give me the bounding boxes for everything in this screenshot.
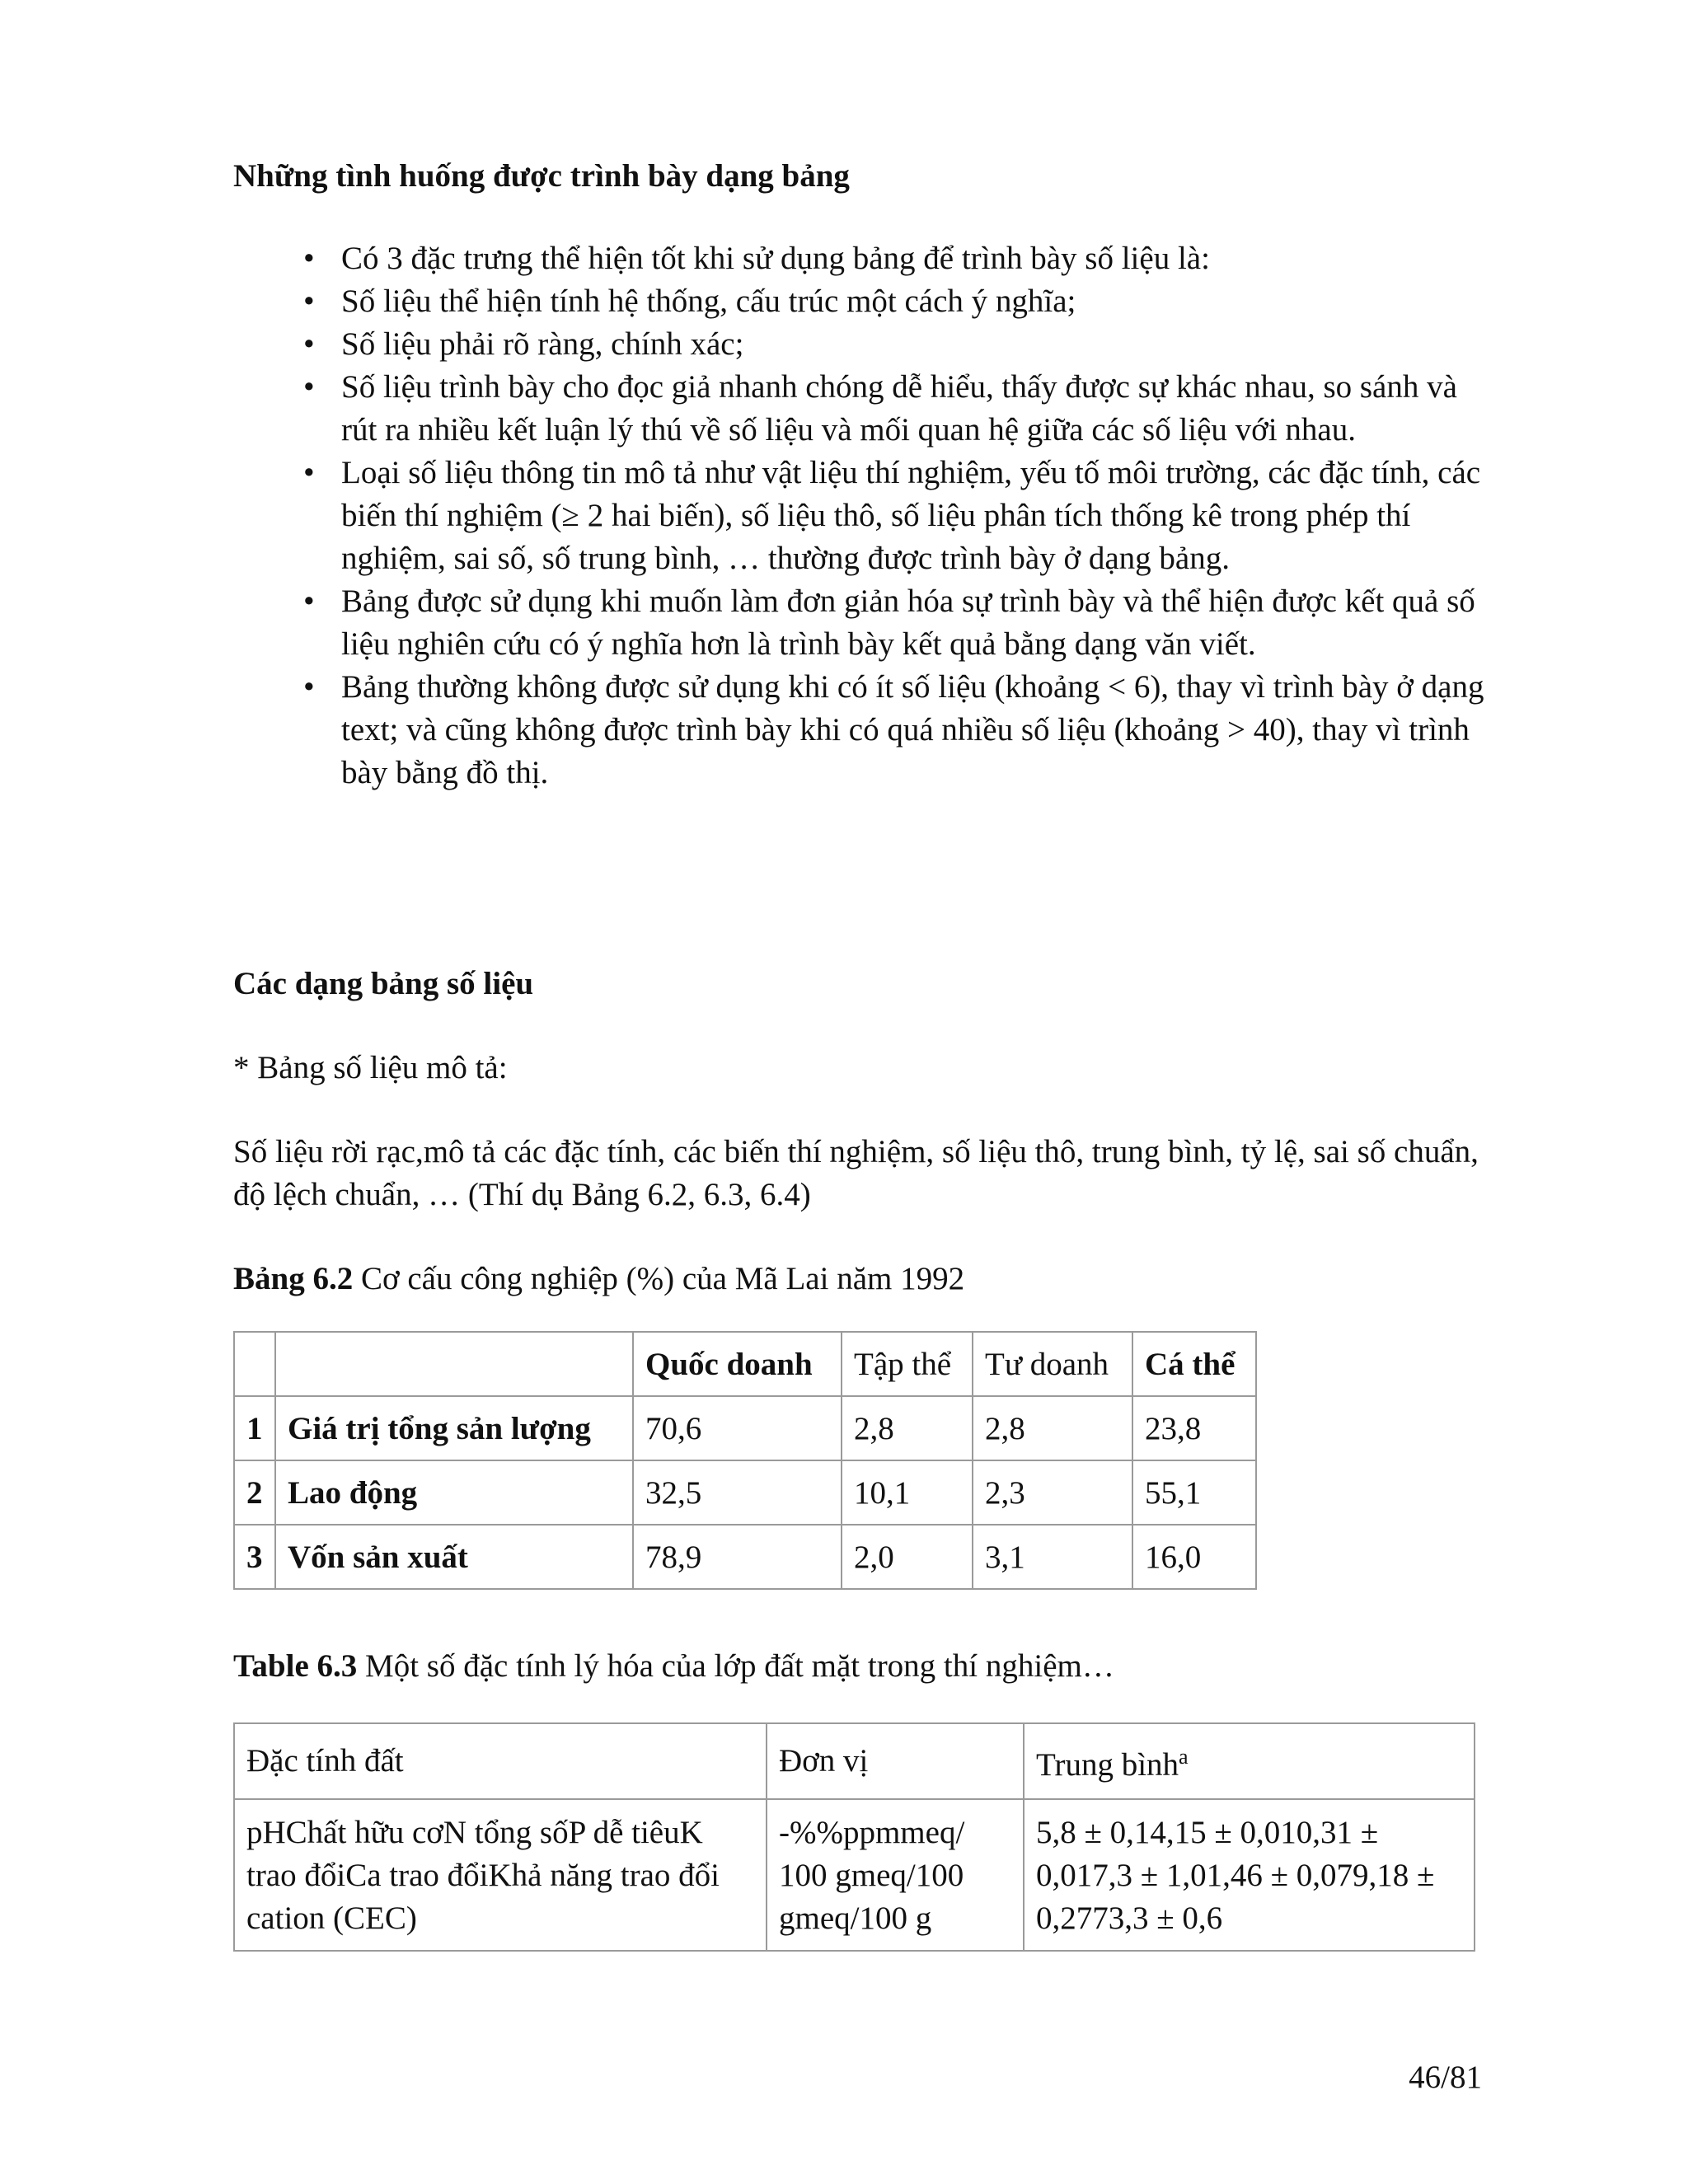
bullet-icon: •	[303, 284, 315, 319]
paragraph: Số liệu rời rạc,mô tả các đặc tính, các biến thí nghiệm, số liệu thô, trung bình, tỷ lệ, sai số chuẩn, độ lệch chuẩn, … (Thí dụ Bảng 6.2, 6.3, 6.4)	[233, 1134, 1479, 1212]
bullet-icon: •	[303, 583, 315, 619]
table-cell: 78,9	[633, 1525, 842, 1589]
list-item: • Có 3 đặc trưng thể hiện tốt khi sử dụng bảng để trình bày số liệu là:	[303, 237, 1490, 280]
list-item: • Số liệu phải rõ ràng, chính xác;	[303, 323, 1490, 366]
section-heading: Các dạng bảng số liệu	[233, 966, 534, 1001]
table-cell: 70,6	[633, 1396, 842, 1460]
table-cell: 2,8	[842, 1396, 973, 1460]
list-item: • Bảng thường không được sử dụng khi có ít số liệu (khoảng < 6), thay vì trình bày ở dạng text; và cũng không được trình bày khi có quá nhiều số liệu (khoảng > 40), thay vì trình bày bằng đồ thị.	[303, 666, 1490, 794]
table-cell: 10,1	[842, 1460, 973, 1525]
bullet-icon: •	[303, 241, 315, 276]
bullet-icon: •	[303, 669, 315, 705]
table-row	[234, 1799, 1475, 1951]
caption-text: Cơ cấu công nghiệp (%) của Mã Lai năm 1992	[353, 1261, 965, 1296]
table-cell: 2,8	[973, 1396, 1132, 1460]
column-header: Quốc doanh	[633, 1332, 842, 1396]
column-header: Đặc tính đất	[234, 1723, 767, 1799]
row-number: 2	[234, 1460, 275, 1525]
list-item: • Loại số liệu thông tin mô tả như vật liệu thí nghiệm, yếu tố môi trường, các đặc tính, các biến thí nghiệm (≥ 2 hai biến), số liệu thô, số liệu phân tích thống kê trong phép thí nghiệm, sai số, số trung bình, … thường được trình bày ở dạng bảng.	[303, 452, 1490, 580]
table-caption	[233, 1645, 1486, 1688]
table-cell: 2,3	[973, 1460, 1132, 1525]
table-cell	[234, 1332, 275, 1396]
table-cell: 55,1	[1132, 1460, 1256, 1525]
table-cell: pHChất hữu cơN tổng sốP dễ tiêuK trao đổiCa trao đổiKhả năng trao đổi cation (CEC)	[234, 1799, 767, 1951]
bullet-icon: •	[303, 369, 315, 405]
table-cell: 16,0	[1132, 1525, 1256, 1589]
page-number: 46/81	[1409, 2060, 1482, 2095]
subheading: * Bảng số liệu mô tả:	[233, 1050, 508, 1085]
row-label: Lao động	[275, 1460, 633, 1525]
table-cell	[275, 1332, 633, 1396]
table-caption	[233, 1258, 1486, 1301]
table-cell: -%%ppmmeq/ 100 gmeq/100 gmeq/100 g	[767, 1799, 1024, 1951]
table-row	[234, 1460, 1256, 1525]
soil-properties-table	[233, 1722, 1475, 1952]
table-row	[234, 1396, 1256, 1460]
table-cell: 23,8	[1132, 1396, 1256, 1460]
caption-label: Table 6.3	[233, 1648, 358, 1684]
column-header: Đơn vị	[767, 1723, 1024, 1799]
list-item: • Số liệu trình bày cho đọc giả nhanh chóng dễ hiểu, thấy được sự khác nhau, so sánh và rút ra nhiều kết luận lý thú về số liệu và mối quan hệ giữa các số liệu với nhau.	[303, 366, 1490, 452]
bullet-icon: •	[303, 455, 315, 490]
table-cell: 32,5	[633, 1460, 842, 1525]
industry-structure-table	[233, 1331, 1257, 1590]
caption-text: Một số đặc tính lý hóa của lớp đất mặt trong thí nghiệm…	[357, 1648, 1114, 1684]
column-header: Tư doanh	[973, 1332, 1132, 1396]
column-header: Trung bình$^a$	[1024, 1723, 1475, 1799]
table-header-row	[234, 1332, 1256, 1396]
table-cell: 3,1	[973, 1525, 1132, 1589]
list-item: • Bảng được sử dụng khi muốn làm đơn giản hóa sự trình bày và thể hiện được kết quả số liệu nghiên cứu có ý nghĩa hơn là trình bày kết quả bằng dạng văn viết.	[303, 580, 1490, 666]
column-header: Cá thể	[1132, 1332, 1256, 1396]
table-cell: 2,0	[842, 1525, 973, 1589]
table-header-row	[234, 1723, 1475, 1799]
bullet-list	[303, 237, 1490, 794]
row-label: Giá trị tổng sản lượng	[275, 1396, 633, 1460]
section-heading: Những tình huống được trình bày dạng bảng	[233, 158, 850, 194]
column-header: Tập thể	[842, 1332, 973, 1396]
bullet-icon: •	[303, 326, 315, 362]
row-number: 1	[234, 1396, 275, 1460]
row-label: Vốn sản xuất	[275, 1525, 633, 1589]
table-row	[234, 1525, 1256, 1589]
footnote-marker: a	[1179, 1745, 1189, 1769]
list-item: • Số liệu thể hiện tính hệ thống, cấu trúc một cách ý nghĩa;	[303, 280, 1490, 323]
table-cell: 5,8 ± 0,14,15 ± 0,010,31 ± 0,017,3 ± 1,01,46 ± 0,079,18 ± 0,2773,3 ± 0,6	[1024, 1799, 1475, 1951]
row-number: 3	[234, 1525, 275, 1589]
caption-label: Bảng 6.2	[233, 1261, 354, 1296]
